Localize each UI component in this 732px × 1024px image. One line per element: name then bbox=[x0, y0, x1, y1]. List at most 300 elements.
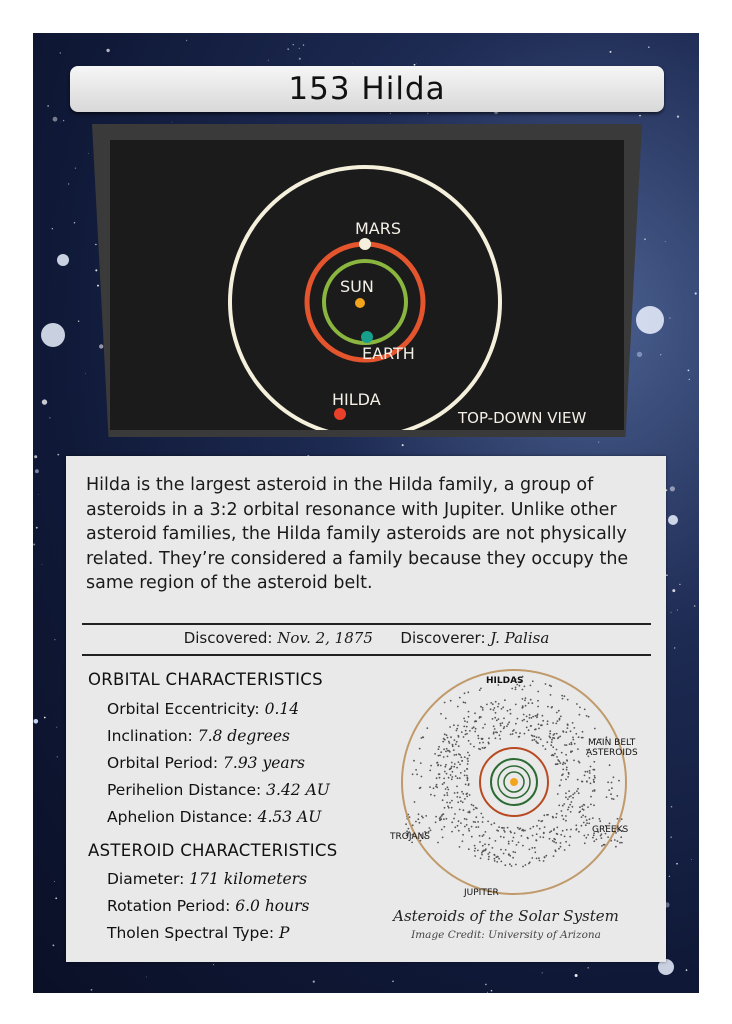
asteroid-dot bbox=[547, 706, 549, 708]
asteroid-dot bbox=[504, 831, 506, 833]
asteroid-dot bbox=[468, 783, 470, 785]
asteroid-dot bbox=[457, 777, 459, 779]
asteroid-dot bbox=[537, 713, 539, 715]
star bbox=[352, 64, 353, 65]
asteroid-dot bbox=[560, 846, 562, 848]
star bbox=[660, 354, 661, 355]
asteroid-dot bbox=[537, 700, 539, 702]
asteroid-dot bbox=[620, 836, 622, 838]
asteroid-dot bbox=[474, 848, 476, 850]
asteroid-dot bbox=[560, 842, 562, 844]
asteroid-dot bbox=[570, 742, 572, 744]
asteroid-dot bbox=[522, 698, 524, 700]
asteroid-dot bbox=[464, 775, 466, 777]
asteroid-dot bbox=[415, 769, 417, 771]
asteroid-dot bbox=[419, 787, 421, 789]
asteroid-dot bbox=[514, 832, 516, 834]
asteroid-dot bbox=[454, 739, 456, 741]
asteroid-dot bbox=[452, 745, 454, 747]
asteroid-dot bbox=[529, 714, 531, 716]
star bbox=[54, 639, 55, 640]
star bbox=[34, 719, 39, 724]
asteroid-dot bbox=[494, 707, 496, 709]
asteroid-dot bbox=[549, 730, 551, 732]
page-title: 153 Hilda bbox=[288, 71, 446, 107]
asteroid-dot bbox=[557, 763, 559, 765]
asteroid-dot bbox=[584, 775, 586, 777]
earth-orbit bbox=[324, 261, 406, 343]
asteroid-dot bbox=[488, 743, 490, 745]
asteroid-dot bbox=[434, 753, 436, 755]
asteroid-dot bbox=[451, 821, 453, 823]
asteroid-dot bbox=[500, 849, 502, 851]
asteroid-dot bbox=[566, 759, 568, 761]
asteroid-dot bbox=[459, 777, 461, 779]
asteroid-dot bbox=[504, 699, 506, 701]
star bbox=[60, 122, 61, 123]
asteroid-dot bbox=[438, 748, 440, 750]
asteroid-dot bbox=[482, 742, 484, 744]
asteroid-dot bbox=[454, 763, 456, 765]
asteroid-dot bbox=[451, 807, 453, 809]
asteroid-dot bbox=[439, 777, 441, 779]
asteroid-dot bbox=[435, 816, 437, 818]
asteroid-dot bbox=[498, 858, 500, 860]
asteroid-dot bbox=[416, 774, 418, 776]
asteroid-dot bbox=[535, 839, 537, 841]
asteroid-dot bbox=[470, 743, 472, 745]
mars-label: MARS bbox=[355, 219, 402, 238]
asteroid-dot bbox=[461, 760, 463, 762]
star bbox=[36, 527, 38, 529]
asteroid-dot bbox=[564, 695, 566, 697]
earth-icon bbox=[361, 331, 373, 343]
asteroid-dot bbox=[532, 826, 534, 828]
asteroid-dot bbox=[587, 771, 589, 773]
asteroid-dot bbox=[443, 818, 445, 820]
star bbox=[686, 969, 688, 971]
asteroid-dot bbox=[557, 720, 559, 722]
asteroid-dot bbox=[447, 786, 449, 788]
asteroid-dot bbox=[444, 807, 446, 809]
star bbox=[57, 454, 59, 456]
asteroid-dot bbox=[478, 826, 480, 828]
star bbox=[54, 881, 55, 882]
asteroid-dot bbox=[508, 853, 510, 855]
asteroid-dot bbox=[479, 689, 481, 691]
asteroid-dot bbox=[617, 818, 619, 820]
asteroid-dot bbox=[552, 746, 554, 748]
asteroid-dot bbox=[511, 865, 513, 867]
figure-caption: Asteroids of the Solar System bbox=[393, 907, 619, 925]
asteroid-dot bbox=[517, 827, 519, 829]
asteroid-dot bbox=[568, 806, 570, 808]
asteroid-dot bbox=[440, 819, 442, 821]
asteroid-dot bbox=[433, 787, 435, 789]
asteroid-dot bbox=[455, 743, 457, 745]
star bbox=[666, 574, 668, 576]
star bbox=[91, 989, 93, 991]
asteroid-dot bbox=[583, 809, 585, 811]
asteroid-dot bbox=[539, 836, 541, 838]
asteroid-dot bbox=[571, 743, 573, 745]
asteroid-dot bbox=[534, 739, 536, 741]
asteroid-dot bbox=[508, 841, 510, 843]
stat-label: Perihelion Distance: bbox=[107, 781, 262, 799]
asteroid-dot bbox=[435, 821, 437, 823]
asteroid-dot bbox=[438, 746, 440, 748]
asteroid-dot bbox=[466, 768, 468, 770]
asteroid-dot bbox=[495, 731, 497, 733]
asteroid-dot bbox=[562, 730, 564, 732]
asteroid-dot bbox=[479, 835, 481, 837]
asteroid-dot bbox=[567, 699, 569, 701]
bright-star bbox=[41, 323, 65, 347]
asteroid-dot bbox=[467, 758, 469, 760]
asteroid-dot bbox=[563, 818, 565, 820]
asteroid-dot bbox=[550, 830, 552, 832]
asteroid-dot bbox=[565, 841, 567, 843]
star bbox=[688, 370, 690, 372]
asteroid-dot bbox=[458, 736, 460, 738]
asteroid-dot bbox=[560, 779, 562, 781]
asteroid-dot bbox=[437, 842, 439, 844]
asteroid-dot bbox=[445, 751, 447, 753]
asteroid-dot bbox=[443, 748, 445, 750]
star bbox=[33, 544, 35, 546]
asteroid-dot bbox=[610, 793, 612, 795]
asteroid-dot bbox=[457, 801, 459, 803]
asteroid-dot bbox=[567, 724, 569, 726]
asteroid-dot bbox=[572, 739, 574, 741]
stat-value: 4.53 AU bbox=[257, 808, 322, 826]
asteroid-dot bbox=[467, 778, 469, 780]
star bbox=[38, 494, 39, 495]
asteroid-dot bbox=[569, 836, 571, 838]
stat-row bbox=[107, 808, 321, 826]
asteroid-dot bbox=[484, 724, 486, 726]
asteroid-dot bbox=[480, 716, 482, 718]
asteroid-dot bbox=[422, 817, 424, 819]
asteroid-dot bbox=[512, 733, 514, 735]
asteroid-dot bbox=[478, 748, 480, 750]
asteroid-dot bbox=[562, 805, 564, 807]
asteroid-dot bbox=[565, 779, 567, 781]
asteroid-dot bbox=[463, 809, 465, 811]
asteroid-dot bbox=[466, 775, 468, 777]
asteroid-dot bbox=[476, 807, 478, 809]
asteroid-dot bbox=[442, 837, 444, 839]
asteroid-dot bbox=[570, 795, 572, 797]
asteroid-dot bbox=[618, 780, 620, 782]
asteroid-dot bbox=[524, 830, 526, 832]
asteroid-dot bbox=[494, 854, 496, 856]
asteroid-dot bbox=[588, 716, 590, 718]
asteroid-dot bbox=[516, 844, 518, 846]
stat-row bbox=[107, 700, 299, 718]
asteroid-dot bbox=[464, 798, 466, 800]
asteroid-dot bbox=[515, 723, 517, 725]
star bbox=[665, 241, 666, 242]
asteroid-dot bbox=[446, 802, 448, 804]
asteroid-dot bbox=[611, 782, 613, 784]
stat-row bbox=[107, 870, 307, 888]
star bbox=[677, 116, 679, 118]
asteroid-dot bbox=[494, 717, 496, 719]
asteroid-dot bbox=[444, 771, 446, 773]
asteroid-dot bbox=[457, 792, 459, 794]
asteroid-dot bbox=[583, 804, 585, 806]
asteroid-dot bbox=[474, 850, 476, 852]
asteroid-dot bbox=[577, 748, 579, 750]
asteroid-dot bbox=[525, 864, 527, 866]
asteroid-dot bbox=[542, 715, 544, 717]
asteroid-dot bbox=[565, 796, 567, 798]
asteroid-dot bbox=[459, 797, 461, 799]
asteroid-dot bbox=[454, 754, 456, 756]
asteroid-dot bbox=[468, 828, 470, 830]
asteroid-dot bbox=[509, 863, 511, 865]
asteroid-dot bbox=[593, 779, 595, 781]
asteroid-dot bbox=[550, 744, 552, 746]
asteroid-dot bbox=[581, 825, 583, 827]
asteroid-dot bbox=[601, 837, 603, 839]
asteroid-dot bbox=[466, 793, 468, 795]
asteroid-dot bbox=[536, 717, 538, 719]
asteroid-dot bbox=[562, 830, 564, 832]
asteroid-dot bbox=[440, 765, 442, 767]
asteroid-dot bbox=[459, 809, 461, 811]
asteroid-dot bbox=[559, 785, 561, 787]
asteroid-dot bbox=[467, 760, 469, 762]
asteroid-dot bbox=[453, 818, 455, 820]
asteroid-dot bbox=[453, 724, 455, 726]
asteroid-dot bbox=[552, 737, 554, 739]
description-text: Hilda is the largest asteroid in the Hilda family, a group of asteroids in a 3:2 orbital resonance with Jupiter. Unlike other asteroid families, the Hilda family asteroids are not physically related. They’re considered a family because they occupy the same region of the asteroid belt. bbox=[86, 475, 629, 594]
asteroid-dot bbox=[593, 840, 595, 842]
asteroid-dot bbox=[582, 815, 584, 817]
asteroid-dot bbox=[477, 821, 479, 823]
asteroid-dot bbox=[524, 686, 526, 688]
star bbox=[299, 48, 300, 49]
asteroid-dot bbox=[482, 707, 484, 709]
asteroid-dot bbox=[515, 732, 517, 734]
asteroid-dot bbox=[588, 823, 590, 825]
asteroid-dot bbox=[530, 699, 532, 701]
asteroid-dot bbox=[528, 702, 530, 704]
asteroid-dot bbox=[568, 796, 570, 798]
asteroid-dot bbox=[585, 816, 587, 818]
star bbox=[85, 374, 86, 375]
asteroid-dot bbox=[448, 777, 450, 779]
asteroid-dot bbox=[579, 806, 581, 808]
asteroid-dot bbox=[515, 864, 517, 866]
asteroid-dot bbox=[564, 849, 566, 851]
hildas-label: HILDAS bbox=[486, 676, 524, 686]
asteroid-dot bbox=[571, 750, 573, 752]
star bbox=[610, 51, 612, 53]
asteroid-dot bbox=[526, 727, 528, 729]
asteroid-dot bbox=[494, 860, 496, 862]
star bbox=[313, 981, 315, 983]
asteroid-dot bbox=[481, 854, 483, 856]
asteroid-dot bbox=[466, 796, 468, 798]
asteroid-dot bbox=[555, 817, 557, 819]
asteroid-dot bbox=[534, 847, 536, 849]
asteroid-dot bbox=[414, 801, 416, 803]
asteroid-dot bbox=[536, 825, 538, 827]
asteroid-dot bbox=[469, 794, 471, 796]
asteroid-dot bbox=[601, 845, 603, 847]
asteroid-dot bbox=[565, 815, 567, 817]
asteroid-dot bbox=[444, 766, 446, 768]
star bbox=[487, 992, 488, 993]
asteroid-dot bbox=[531, 847, 533, 849]
asteroid-dot bbox=[462, 840, 464, 842]
star bbox=[677, 609, 678, 610]
asteroid-dot bbox=[451, 776, 453, 778]
asteroid-dot bbox=[593, 804, 595, 806]
asteroid-dot bbox=[554, 849, 556, 851]
asteroid-dot bbox=[535, 715, 537, 717]
asteroid-dot bbox=[420, 762, 422, 764]
star bbox=[676, 863, 678, 865]
asteroid-dot bbox=[532, 835, 534, 837]
asteroid-dot bbox=[451, 800, 453, 802]
asteroid-dot bbox=[500, 723, 502, 725]
asteroid-dot bbox=[468, 711, 470, 713]
asteroid-dot bbox=[558, 760, 560, 762]
asteroid-dot bbox=[539, 828, 541, 830]
asteroid-dot bbox=[479, 742, 481, 744]
star bbox=[106, 49, 109, 52]
asteroid-dot bbox=[449, 726, 451, 728]
asteroid-dot bbox=[489, 852, 491, 854]
asteroid-dot bbox=[426, 727, 428, 729]
star bbox=[268, 60, 269, 61]
star bbox=[47, 105, 48, 106]
asteroid-dot bbox=[441, 815, 443, 817]
asteroid-dot bbox=[570, 730, 572, 732]
star bbox=[68, 183, 69, 184]
asteroid-dot bbox=[521, 835, 523, 837]
asteroid-dot bbox=[593, 761, 595, 763]
asteroid-dot bbox=[440, 713, 442, 715]
asteroid-dot bbox=[576, 703, 578, 705]
asteroid-dot bbox=[466, 721, 468, 723]
star bbox=[88, 153, 89, 154]
asteroid-dot bbox=[517, 718, 519, 720]
asteroid-dot bbox=[515, 687, 517, 689]
asteroid-dot bbox=[417, 818, 419, 820]
main-belt-label-2: ASTEROIDS bbox=[586, 748, 638, 758]
asteroid-dot bbox=[573, 760, 575, 762]
sun-icon-mini bbox=[510, 778, 518, 786]
asteroid-dot bbox=[518, 842, 520, 844]
asteroid-dot bbox=[422, 737, 424, 739]
asteroid-dot bbox=[566, 744, 568, 746]
asteroid-dot bbox=[561, 774, 563, 776]
star bbox=[670, 486, 675, 491]
asteroid-dot bbox=[495, 840, 497, 842]
stat-row bbox=[107, 727, 290, 745]
asteroid-dot bbox=[462, 834, 464, 836]
asteroid-dot bbox=[538, 857, 540, 859]
stat-label: Aphelion Distance: bbox=[107, 808, 253, 826]
asteroid-dot bbox=[553, 838, 555, 840]
asteroid-dot bbox=[574, 792, 576, 794]
asteroid-dot bbox=[532, 716, 534, 718]
asteroid-dot bbox=[466, 824, 468, 826]
asteroid-dot bbox=[459, 754, 461, 756]
asteroid-dot bbox=[443, 782, 445, 784]
asteroid-dot bbox=[490, 708, 492, 710]
asteroid-dot bbox=[447, 794, 449, 796]
asteroid-dot bbox=[562, 763, 564, 765]
asteroid-dot bbox=[531, 702, 533, 704]
asteroid-dot bbox=[594, 789, 596, 791]
asteroid-dot bbox=[550, 694, 552, 696]
asteroid-dot bbox=[494, 858, 496, 860]
asteroid-dot bbox=[609, 764, 611, 766]
asteroid-dot bbox=[405, 823, 407, 825]
star bbox=[485, 984, 487, 986]
asteroid-dot bbox=[451, 831, 453, 833]
asteroid-dot bbox=[536, 833, 538, 835]
star bbox=[42, 399, 47, 404]
asteroid-dot bbox=[464, 770, 466, 772]
discovered-value: Nov. 2, 1875 bbox=[277, 629, 373, 647]
asteroid-dot bbox=[503, 853, 505, 855]
asteroid-dot bbox=[488, 856, 490, 858]
asteroid-dot bbox=[495, 856, 497, 858]
asteroid-dot bbox=[564, 836, 566, 838]
asteroid-dot bbox=[567, 798, 569, 800]
asteroid-dot bbox=[613, 776, 615, 778]
asteroid-dot bbox=[447, 789, 449, 791]
star bbox=[669, 317, 670, 318]
asteroid-dot bbox=[538, 737, 540, 739]
asteroid-dot bbox=[482, 727, 484, 729]
asteroid-dot bbox=[551, 755, 553, 757]
asteroid-dot bbox=[558, 848, 560, 850]
discovered-label: Discovered: bbox=[183, 629, 273, 647]
star bbox=[689, 379, 690, 380]
asteroid-dot bbox=[419, 822, 421, 824]
asteroid-dot bbox=[573, 727, 575, 729]
asteroid-dot bbox=[501, 722, 503, 724]
asteroid-dot bbox=[566, 829, 568, 831]
asteroid-dot bbox=[577, 788, 579, 790]
asteroid-dot bbox=[504, 864, 506, 866]
asteroid-dot bbox=[468, 848, 470, 850]
asteroid-dot bbox=[512, 840, 514, 842]
asteroid-dot bbox=[586, 819, 588, 821]
asteroid-dot bbox=[482, 817, 484, 819]
asteroid-dot bbox=[429, 827, 431, 829]
asteroid-dot bbox=[578, 736, 580, 738]
discovery-line bbox=[82, 629, 651, 647]
star bbox=[695, 292, 697, 294]
star bbox=[49, 417, 50, 418]
asteroid-dot bbox=[438, 755, 440, 757]
asteroid-dot bbox=[566, 767, 568, 769]
asteroid-dot bbox=[572, 794, 574, 796]
star bbox=[146, 977, 147, 978]
asteroid-dot bbox=[544, 856, 546, 858]
asteroid-dot bbox=[512, 851, 514, 853]
asteroid-dot bbox=[488, 858, 490, 860]
